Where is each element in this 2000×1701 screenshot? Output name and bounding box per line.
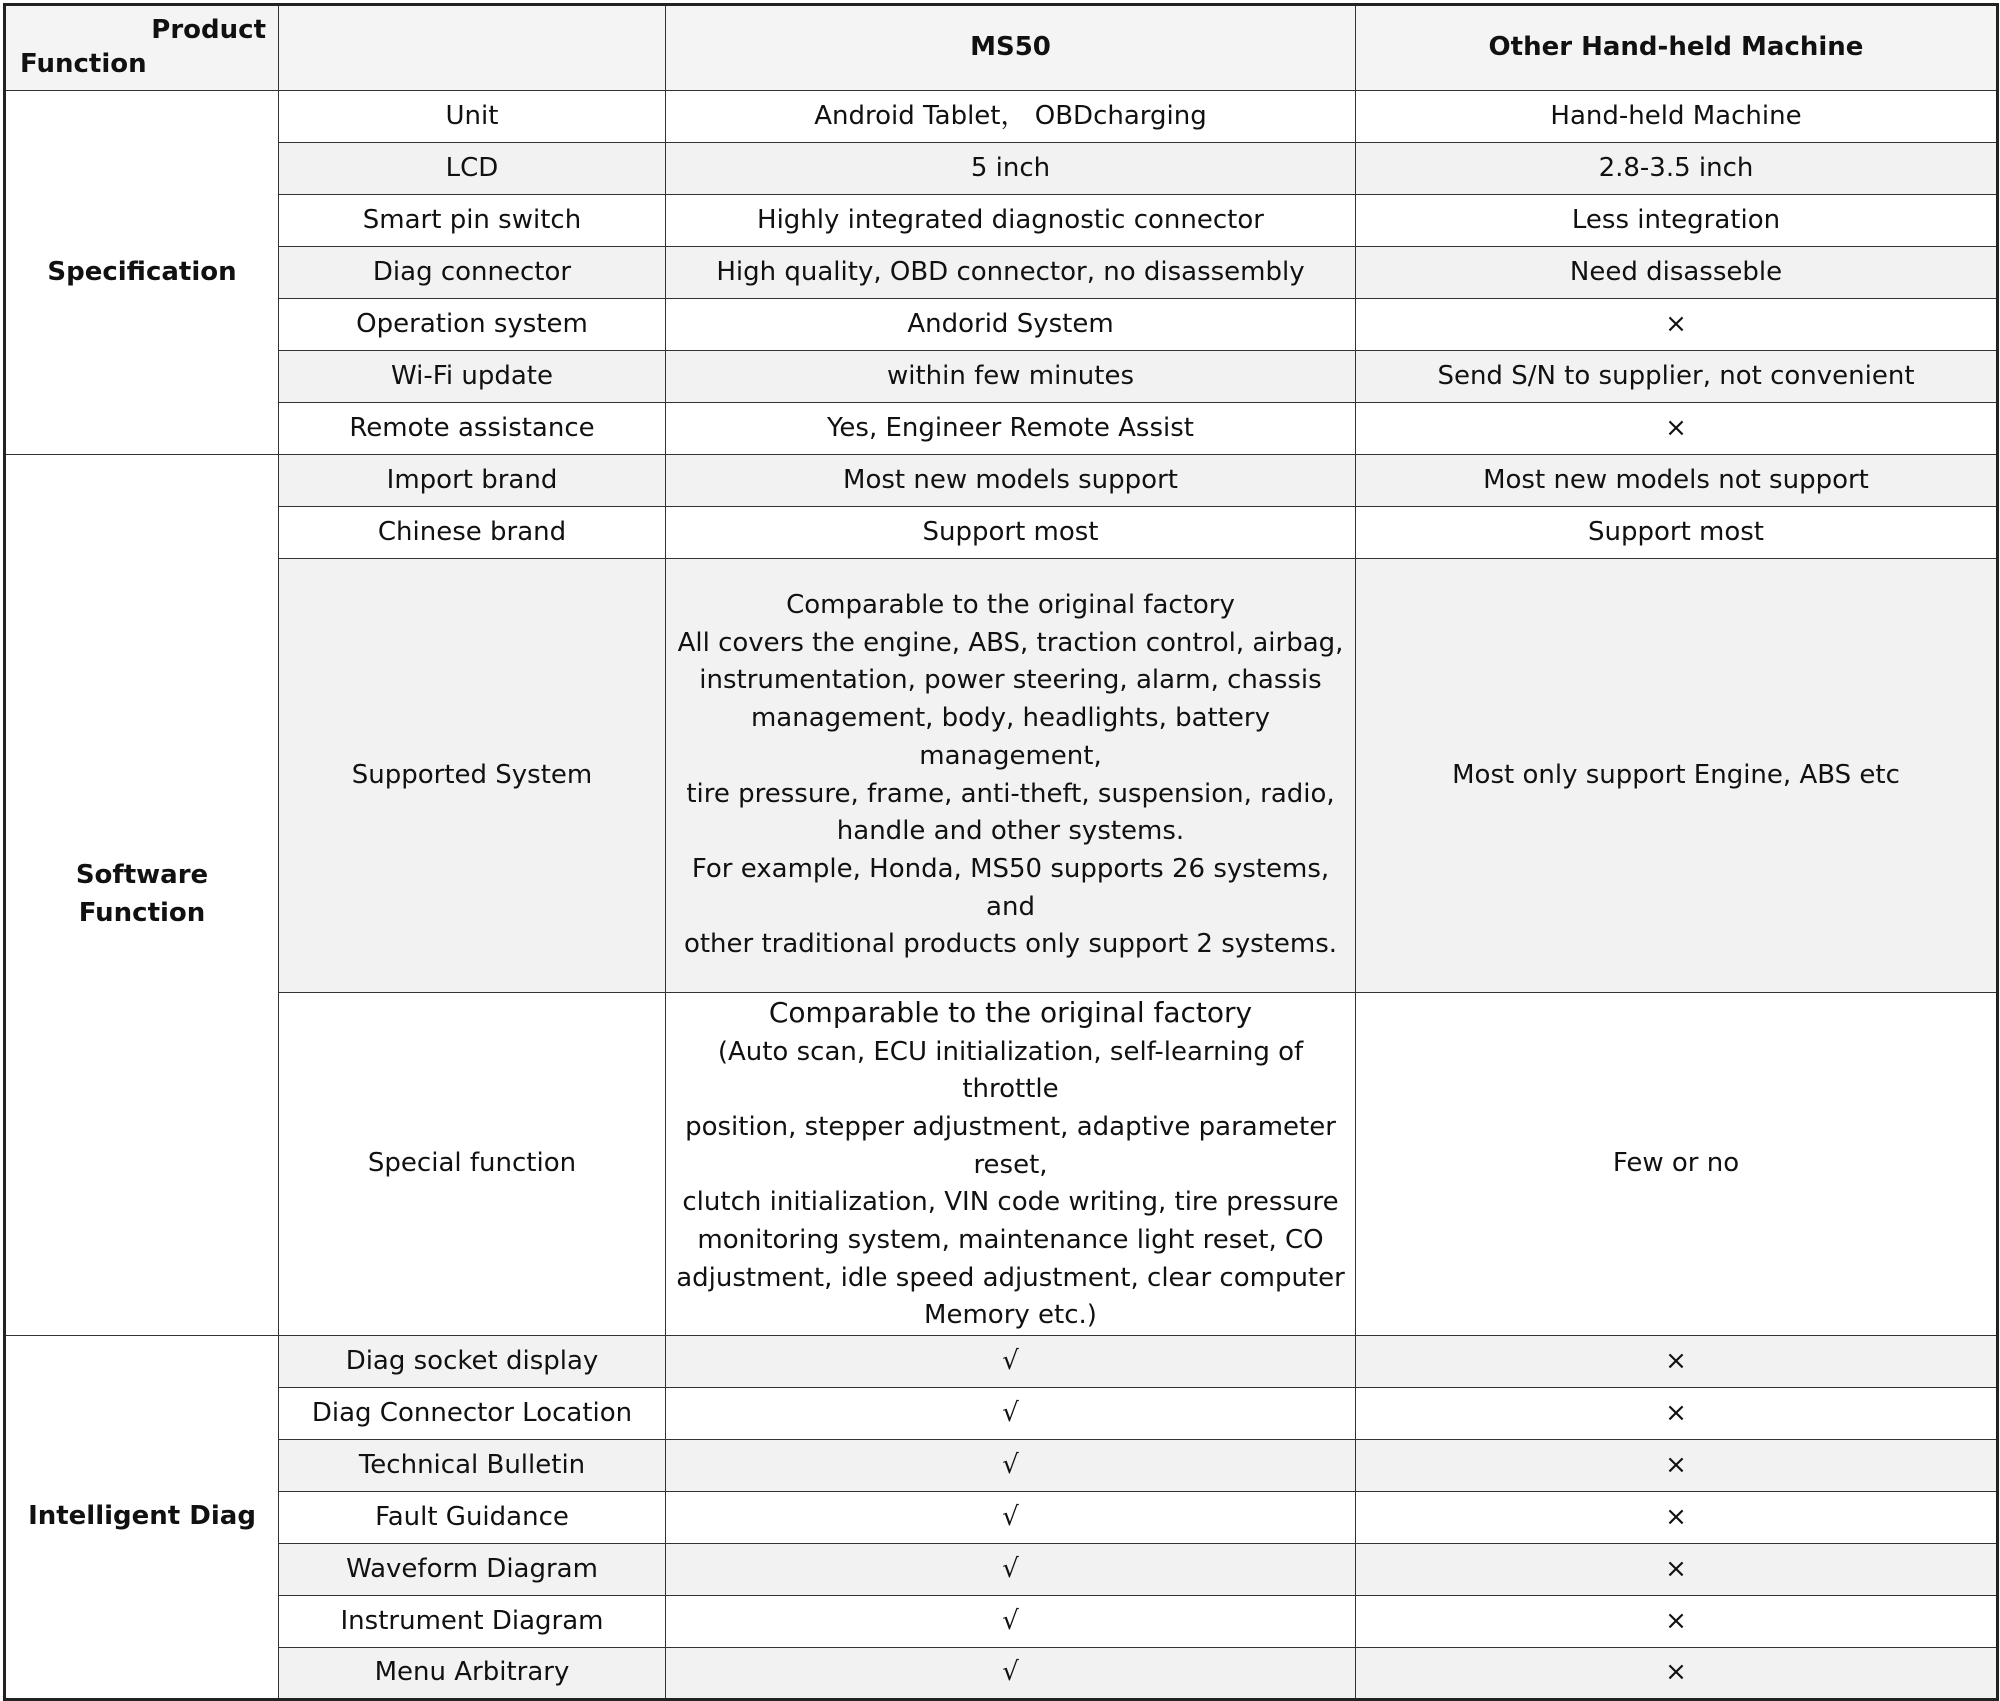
check-mark: √: [666, 1440, 1356, 1492]
check-mark: √: [666, 1336, 1356, 1388]
feature-header-cell: [279, 5, 666, 91]
other-cell: 2.8-3.5 inch: [1356, 143, 1998, 195]
table-row: [5, 143, 1998, 195]
other-cell: Send S/N to supplier, not convenient: [1356, 351, 1998, 403]
feature-cell: Diag Connector Location: [279, 1388, 666, 1440]
check-mark: √: [666, 1596, 1356, 1648]
text-line: All covers the engine, ABS, traction control, airbag,: [677, 627, 1344, 658]
table-row: [5, 403, 1998, 455]
text-line: clutch initialization, VIN code writing, tire pressure: [682, 1187, 1339, 1218]
text-line: Comparable to the original factory: [786, 590, 1235, 621]
text-line: handle and other systems.: [836, 816, 1185, 847]
check-mark: √: [666, 1492, 1356, 1544]
table-row: [5, 1648, 1998, 1700]
ms50-cell-multiline: [666, 993, 1356, 1336]
cross-mark: ×: [1356, 1440, 1998, 1492]
text-line: instrumentation, power steering, alarm, chassis: [699, 665, 1322, 696]
cross-mark: ×: [1356, 1596, 1998, 1648]
feature-cell: LCD: [279, 143, 666, 195]
ms50-cell: 5 inch: [666, 143, 1356, 195]
text-line: adjustment, idle speed adjustment, clear computer: [676, 1262, 1345, 1293]
feature-cell: Chinese brand: [279, 507, 666, 559]
ms50-cell: within few minutes: [666, 351, 1356, 403]
other-cell: Most new models not support: [1356, 455, 1998, 507]
text-line: (Auto scan, ECU initialization, self-learning of throttle: [717, 1036, 1304, 1105]
table-row: [5, 1492, 1998, 1544]
table-row: [5, 559, 1998, 993]
text-line: monitoring system, maintenance light reset, CO: [697, 1225, 1324, 1256]
check-mark: √: [666, 1544, 1356, 1596]
other-cell: Most only support Engine, ABS etc: [1356, 559, 1998, 993]
ms50-cell-multiline: [666, 559, 1356, 993]
function-header-label: Function: [20, 49, 147, 80]
text-line: management, body, headlights, battery management,: [750, 703, 1271, 771]
feature-cell: Unit: [279, 91, 666, 143]
table-row: [5, 507, 1998, 559]
text-line: For example, Honda, MS50 supports 26 systems, and: [691, 853, 1330, 922]
feature-cell: Menu Arbitrary: [279, 1648, 666, 1700]
table-row: [5, 1388, 1998, 1440]
text-line: Comparable to the original factory: [768, 996, 1253, 1029]
feature-cell: Operation system: [279, 299, 666, 351]
check-mark: √: [666, 1388, 1356, 1440]
feature-cell: Smart pin switch: [279, 195, 666, 247]
table-row: [5, 1596, 1998, 1648]
category-cell-specification: Specification: [5, 91, 279, 455]
other-header-cell: Other Hand-held Machine: [1356, 5, 1998, 91]
feature-cell: Fault Guidance: [279, 1492, 666, 1544]
cross-mark: ×: [1356, 403, 1998, 455]
text-line: position, stepper adjustment, adaptive parameter reset,: [685, 1111, 1336, 1180]
table-row: [5, 195, 1998, 247]
feature-cell: Special function: [279, 993, 666, 1336]
table-row: [5, 247, 1998, 299]
category-cell-intelligent-diag: Intelligent Diag: [5, 1336, 279, 1700]
other-cell: Need disasseble: [1356, 247, 1998, 299]
table-row: [5, 1544, 1998, 1596]
header-row: [5, 5, 1998, 91]
table-row: [5, 351, 1998, 403]
feature-cell: Diag socket display: [279, 1336, 666, 1388]
ms50-cell: Most new models support: [666, 455, 1356, 507]
ms50-cell: Yes, Engineer Remote Assist: [666, 403, 1356, 455]
other-cell: Support most: [1356, 507, 1998, 559]
product-header-label: Product: [151, 15, 266, 45]
feature-cell: Supported System: [279, 559, 666, 993]
text-line: other traditional products only support 2 systems.: [683, 929, 1338, 960]
other-cell: Few or no: [1356, 993, 1998, 1336]
text-line: tire pressure, frame, anti-theft, suspension, radio,: [686, 778, 1335, 809]
cross-mark: ×: [1356, 1492, 1998, 1544]
ms50-header-cell: MS50: [666, 5, 1356, 91]
ms50-cell: Andorid System: [666, 299, 1356, 351]
table-row: [5, 1440, 1998, 1492]
table-row: [5, 91, 1998, 143]
cross-mark: ×: [1356, 1544, 1998, 1596]
other-cell: Hand-held Machine: [1356, 91, 1998, 143]
feature-cell: Diag connector: [279, 247, 666, 299]
cross-mark: ×: [1356, 1648, 1998, 1700]
comparison-table: [3, 3, 1999, 1701]
header-diagonal-cell: [5, 5, 279, 91]
cross-mark: ×: [1356, 1336, 1998, 1388]
feature-cell: Wi-Fi update: [279, 351, 666, 403]
feature-cell: Instrument Diagram: [279, 1596, 666, 1648]
feature-cell: Remote assistance: [279, 403, 666, 455]
table-row: [5, 993, 1998, 1336]
ms50-cell: Support most: [666, 507, 1356, 559]
feature-cell: Import brand: [279, 455, 666, 507]
feature-cell: Waveform Diagram: [279, 1544, 666, 1596]
table-row: [5, 1336, 1998, 1388]
cross-mark: ×: [1356, 299, 1998, 351]
ms50-cell: Android Tablet， OBDcharging: [666, 91, 1356, 143]
table-row: [5, 455, 1998, 507]
check-mark: √: [666, 1648, 1356, 1700]
table-row: [5, 299, 1998, 351]
ms50-cell: High quality, OBD connector, no disassembly: [666, 247, 1356, 299]
ms50-cell: Highly integrated diagnostic connector: [666, 195, 1356, 247]
text-line: Memory etc.): [924, 1300, 1097, 1331]
category-cell-software-function: Software Function: [5, 455, 279, 1336]
cross-mark: ×: [1356, 1388, 1998, 1440]
feature-cell: Technical Bulletin: [279, 1440, 666, 1492]
other-cell: Less integration: [1356, 195, 1998, 247]
